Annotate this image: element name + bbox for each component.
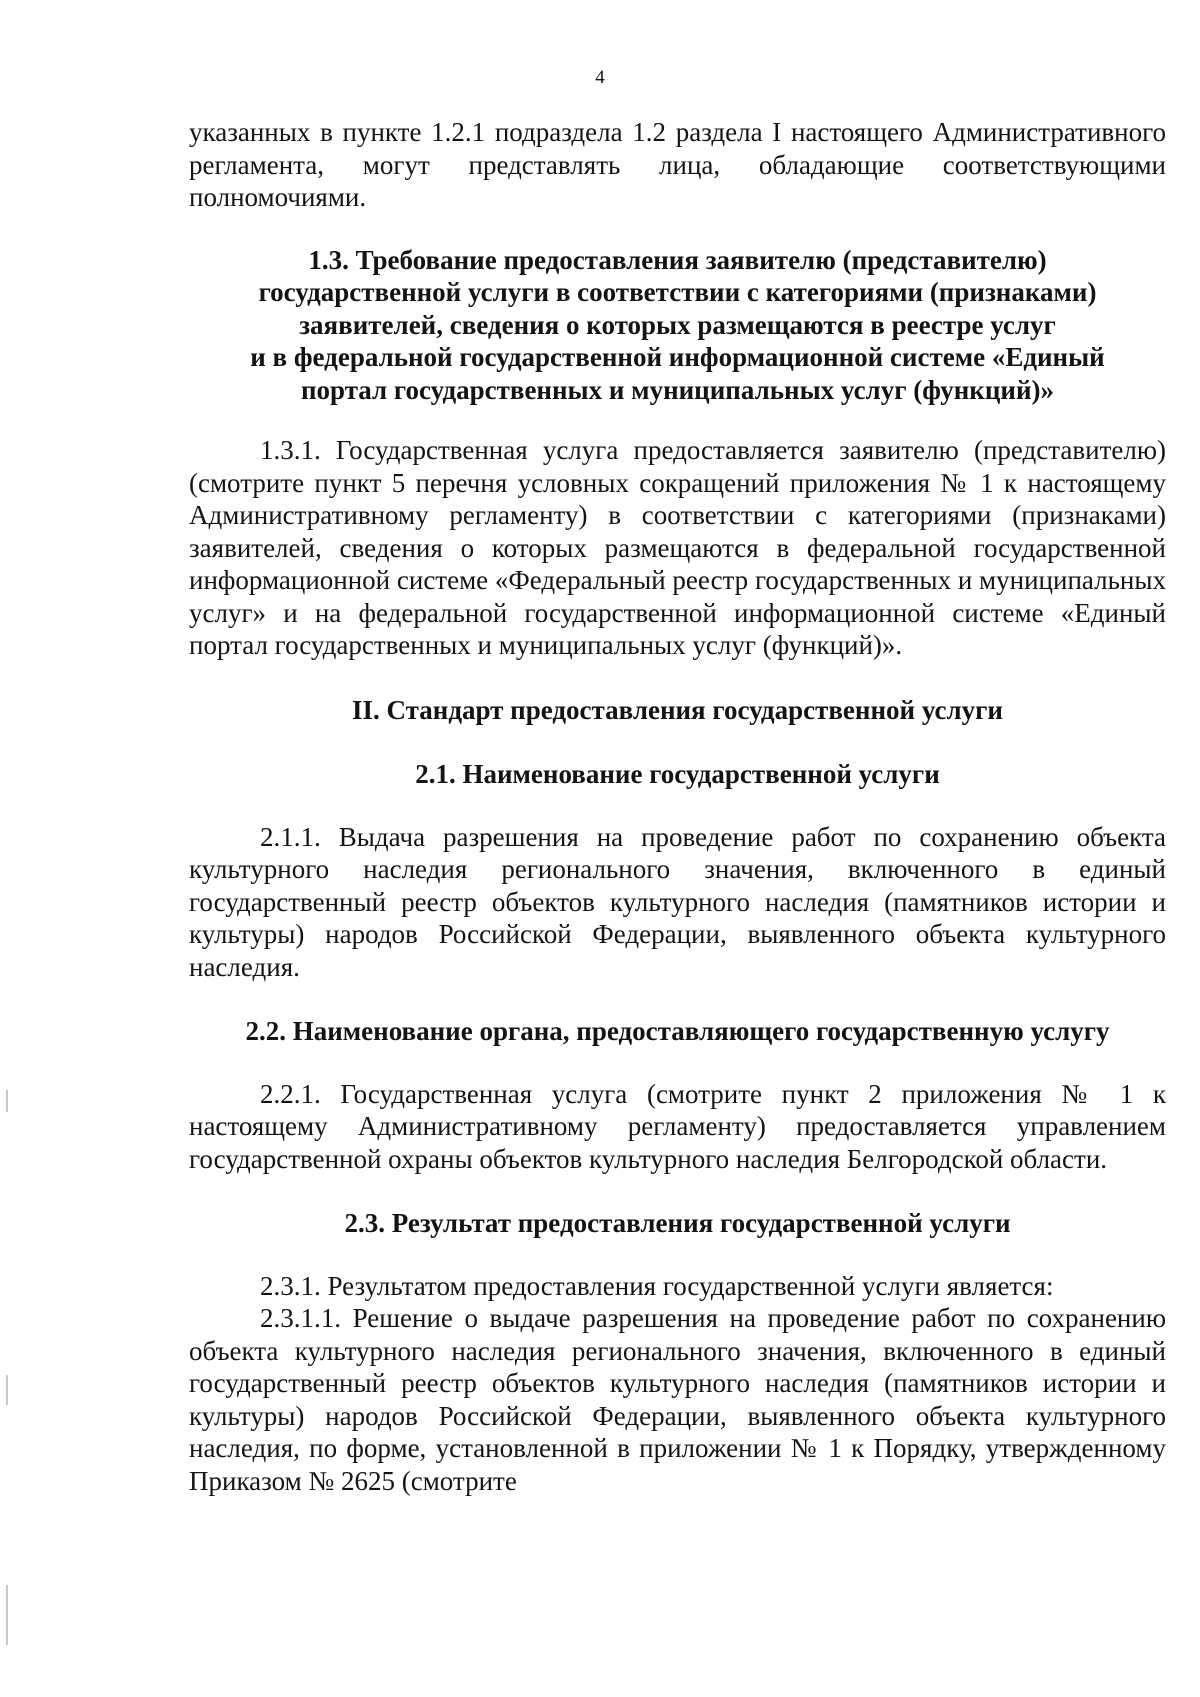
paragraph-2-1-1: 2.1.1. Выдача разрешения на проведение работ по сохранению объекта культурного наследия регионального значения, включенного в единый государственный реестр объектов культурного наследия (памятников истории и культуры) народов Российской Федерации, выявленного объекта культурного наследия. bbox=[189, 821, 1166, 982]
heading-line: 1.3. Требование предоставления заявителю (представителю) bbox=[308, 244, 1047, 275]
section-2-2-heading: 2.2. Наименование органа, предоставляющего государственную услугу bbox=[245, 1016, 1110, 1046]
heading-line: государственной услуги в соответствии с категориями (признаками) bbox=[258, 277, 1097, 307]
heading-line: портал государственных и муниципальных услуг (функций)» bbox=[300, 374, 1054, 405]
intro-paragraph: указанных в пункте 1.2.1 подраздела 1.2 раздела I настоящего Административного регламента, могут представлять лица, обладающие соответствующими полномочиями. bbox=[189, 117, 1166, 212]
heading-line: и в федеральной государственной информационной системе «Единый bbox=[250, 342, 1105, 372]
section-1-3-heading bbox=[189, 244, 1166, 407]
paragraph-2-3-1-1: 2.3.1.1. Решение о выдаче разрешения на проведение работ по сохранению объекта культурного наследия регионального значения, включенного в единый государственный реестр объектов культурного наследия (памятников истории и культуры) народов Российской Федерации, выявленного объекта культурного наследия, по форме, установленной в приложении № 1 к Порядку, утвержденному Приказом № 2625 (смотрите bbox=[189, 1303, 1166, 1496]
document-body bbox=[189, 116, 1166, 1497]
paragraph-2-3-1: 2.3.1. Результатом предоставления государственной услуги является: bbox=[260, 1270, 1054, 1301]
section-2-1-heading: 2.1. Наименование государственной услуги bbox=[415, 759, 940, 789]
section-2-3-heading: 2.3. Результат предоставления государственной услуги bbox=[344, 1208, 1011, 1238]
page-number: 4 bbox=[595, 67, 605, 88]
paragraph-2-2-1: 2.2.1. Государственная услуга (смотрите пункт 2 приложения № 1 к настоящему Административному регламенту) предоставляется управлением государственной охраны объектов культурного наследия Белгородской области. bbox=[189, 1078, 1166, 1174]
heading-line: заявителей, сведения о которых размещаются в реестре услуг bbox=[299, 309, 1056, 340]
scan-edge-mark bbox=[6, 1585, 8, 1645]
section-2-heading: II. Стандарт предоставления государственной услуги bbox=[352, 694, 1003, 725]
paragraph-1-3-1: 1.3.1. Государственная услуга предоставляется заявителю (представителю) (смотрите пункт 5 перечня условных сокращений приложения № 1 к настоящему Административному регламенту) в соответствии с категориями (признаками) заявителей, сведения о которых размещаются в федеральной государственной информационной системе «Федеральный реестр государственных и муниципальных услуг» и на федеральной государственной информационной системе «Единый портал государственных и муниципальных услуг (функций)». bbox=[189, 435, 1166, 660]
scan-edge-mark bbox=[6, 1090, 8, 1112]
scan-edge-mark bbox=[6, 1375, 8, 1405]
